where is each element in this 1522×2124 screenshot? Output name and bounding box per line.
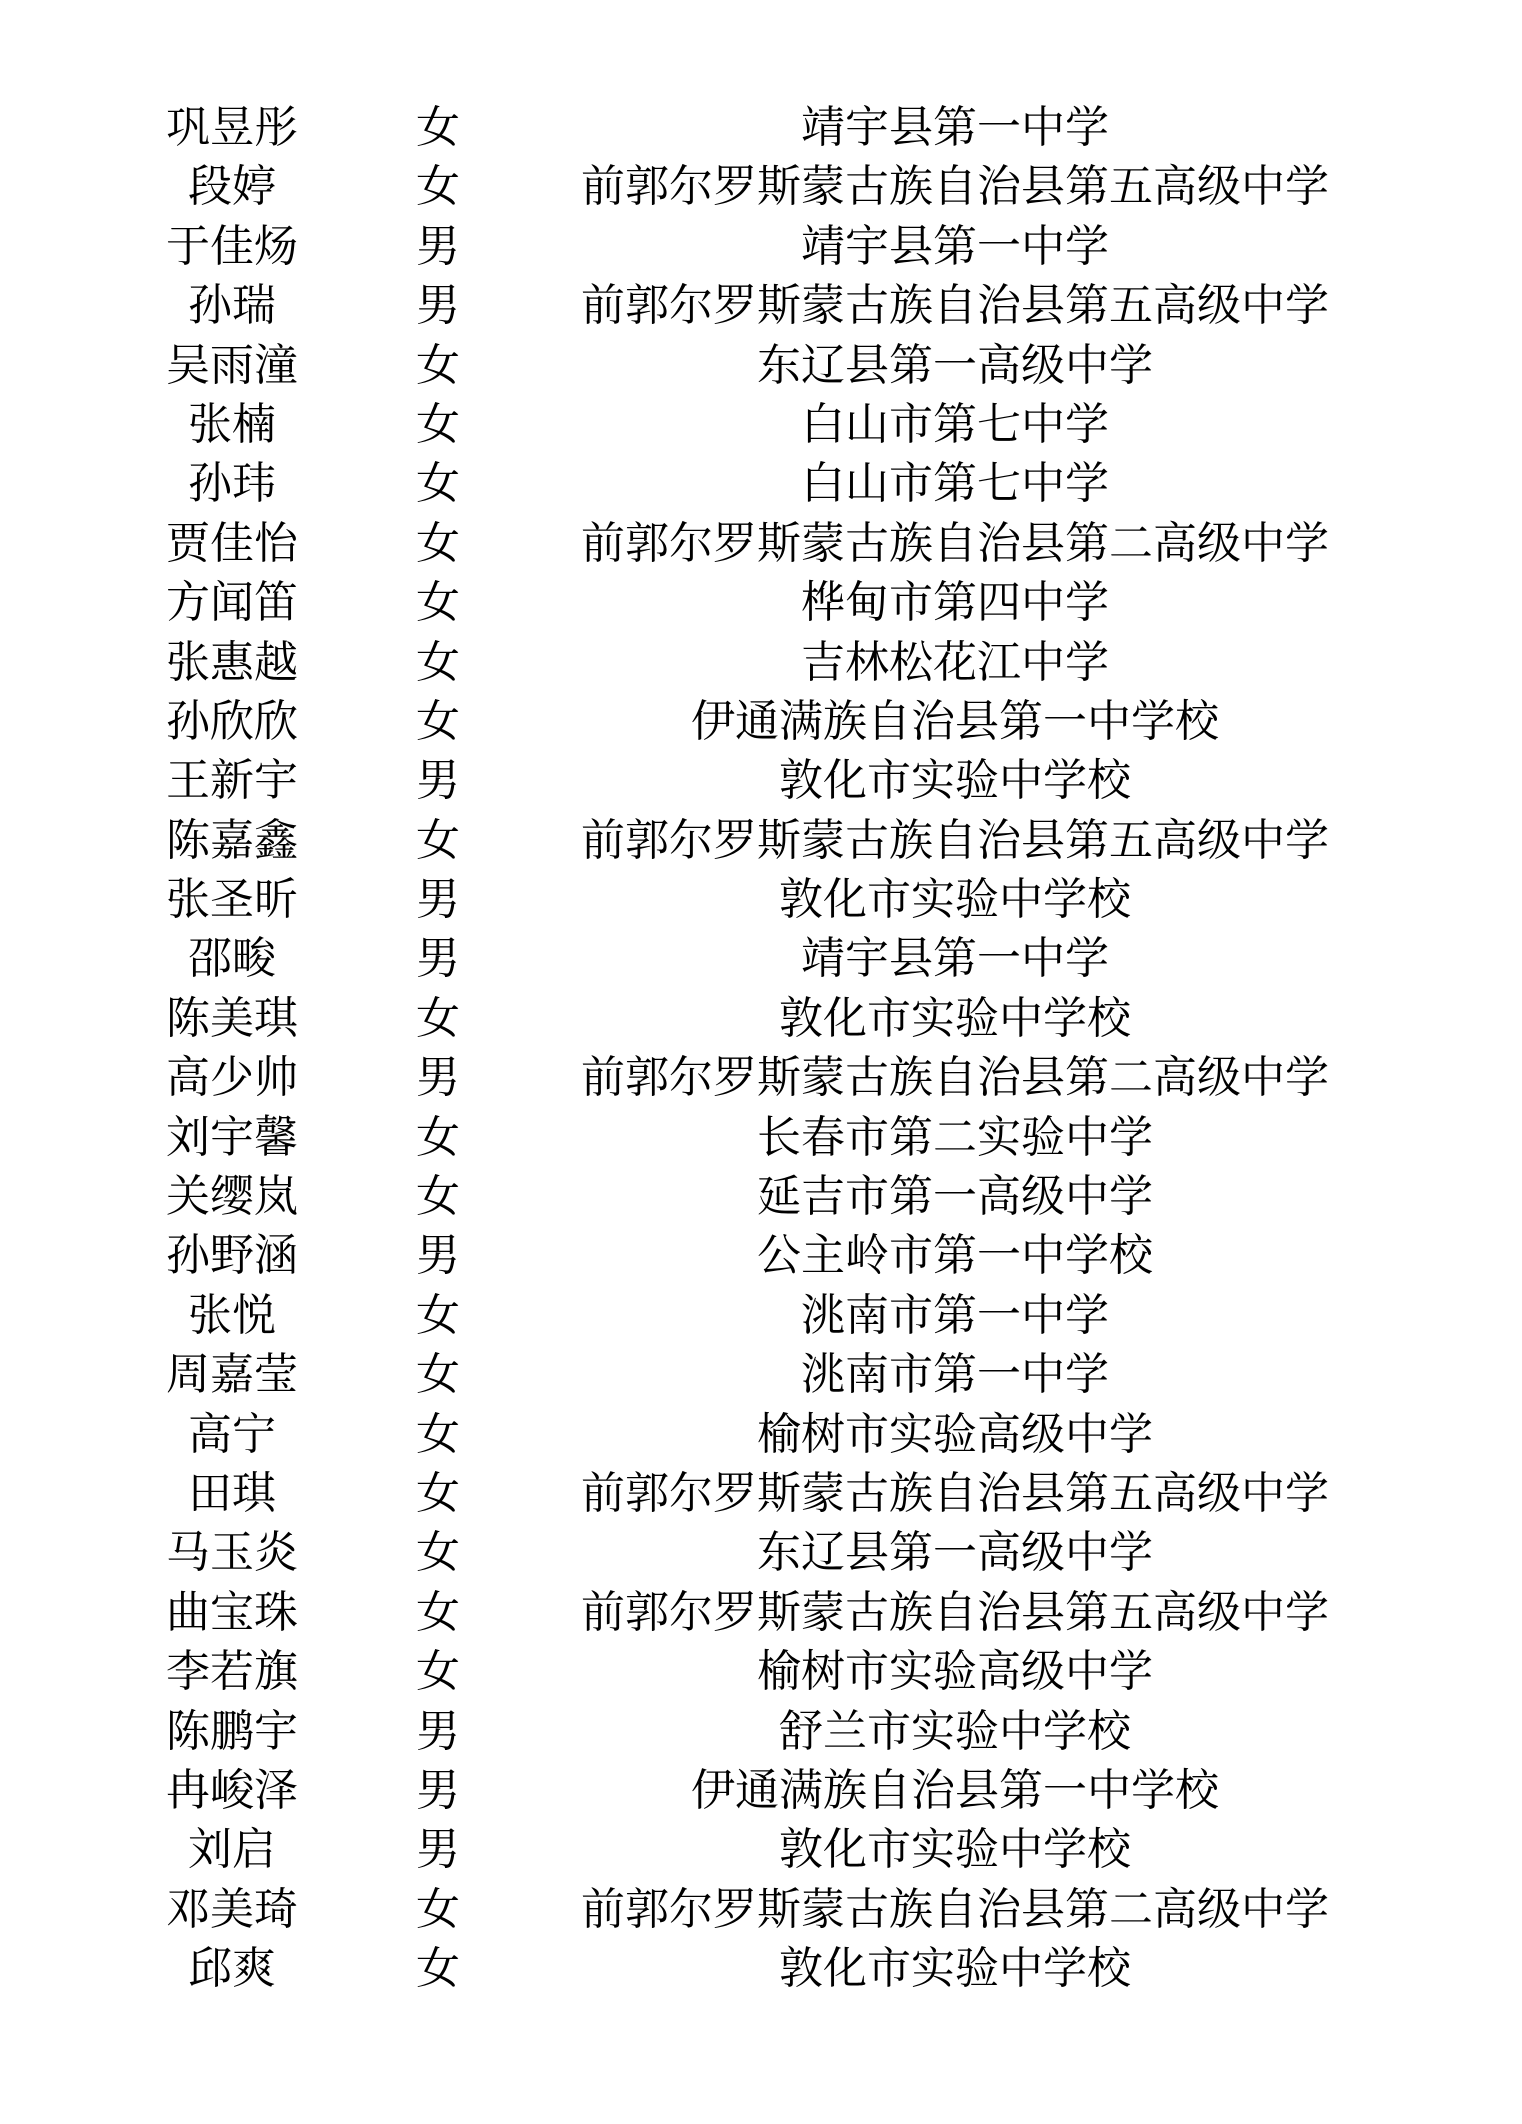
student-name: 曲宝珠 <box>166 1586 298 1638</box>
student-school: 伊通满族自治县第一中学校 <box>691 695 1219 747</box>
student-name: 刘启 <box>188 1824 276 1876</box>
student-school: 靖宇县第一中学 <box>801 220 1109 272</box>
student-gender: 女 <box>416 517 460 569</box>
student-gender: 女 <box>416 577 460 629</box>
student-gender: 女 <box>416 1646 460 1698</box>
roster-row <box>0 1345 1522 1404</box>
student-name: 陈鹏宇 <box>166 1705 298 1757</box>
student-name: 张悦 <box>188 1289 276 1341</box>
student-school: 敦化市实验中学校 <box>779 874 1131 926</box>
student-school: 敦化市实验中学校 <box>779 1824 1131 1876</box>
student-school: 白山市第七中学 <box>801 458 1109 510</box>
student-school: 前郭尔罗斯蒙古族自治县第二高级中学 <box>581 517 1329 569</box>
student-gender: 男 <box>416 933 460 985</box>
student-gender: 女 <box>416 1883 460 1935</box>
student-gender: 女 <box>416 1408 460 1460</box>
student-name: 邱爽 <box>188 1943 276 1995</box>
student-school: 东辽县第一高级中学 <box>757 1527 1153 1579</box>
roster-row <box>0 1761 1522 1820</box>
student-name: 张楠 <box>188 398 276 450</box>
student-school: 敦化市实验中学校 <box>779 1943 1131 1995</box>
roster-row <box>0 1048 1522 1107</box>
roster-row <box>0 751 1522 810</box>
student-name: 高少帅 <box>166 1052 298 1104</box>
roster-row <box>0 1939 1522 1998</box>
student-school: 榆树市实验高级中学 <box>757 1646 1153 1698</box>
student-gender: 女 <box>416 1349 460 1401</box>
student-school: 洮南市第一中学 <box>801 1289 1109 1341</box>
student-gender: 女 <box>416 1171 460 1223</box>
student-school: 公主岭市第一中学校 <box>757 1230 1153 1282</box>
student-gender: 男 <box>416 220 460 272</box>
student-name: 孙玮 <box>188 458 276 510</box>
student-gender: 女 <box>416 458 460 510</box>
student-gender: 女 <box>416 1943 460 1995</box>
roster-row <box>0 514 1522 573</box>
roster-row <box>0 1880 1522 1939</box>
roster-row <box>0 1523 1522 1582</box>
student-name: 刘宇馨 <box>166 1111 298 1163</box>
student-gender: 女 <box>416 992 460 1044</box>
student-name: 关缨岚 <box>166 1171 298 1223</box>
student-gender: 男 <box>416 1764 460 1816</box>
student-gender: 女 <box>416 814 460 866</box>
student-name: 冉峻泽 <box>166 1764 298 1816</box>
student-name: 孙瑞 <box>188 280 276 332</box>
student-gender: 男 <box>416 1230 460 1282</box>
student-name: 邵畯 <box>188 933 276 985</box>
student-school: 东辽县第一高级中学 <box>757 339 1153 391</box>
student-name: 方闻笛 <box>166 577 298 629</box>
student-gender: 女 <box>416 1467 460 1519</box>
roster-row <box>0 1286 1522 1345</box>
student-name: 于佳炀 <box>166 220 298 272</box>
student-gender: 女 <box>416 1111 460 1163</box>
student-school: 前郭尔罗斯蒙古族自治县第五高级中学 <box>581 1467 1329 1519</box>
student-gender: 男 <box>416 755 460 807</box>
roster-row <box>0 1702 1522 1761</box>
roster-row <box>0 98 1522 157</box>
student-name: 张惠越 <box>166 636 298 688</box>
roster-row <box>0 157 1522 216</box>
student-gender: 男 <box>416 874 460 926</box>
student-school: 靖宇县第一中学 <box>801 102 1109 153</box>
roster-row <box>0 454 1522 513</box>
student-gender: 男 <box>416 1705 460 1757</box>
student-gender: 女 <box>416 1527 460 1579</box>
student-name: 段婷 <box>188 161 276 213</box>
student-name: 张圣昕 <box>166 874 298 926</box>
student-name: 周嘉莹 <box>166 1349 298 1401</box>
roster-row <box>0 1108 1522 1167</box>
student-school: 敦化市实验中学校 <box>779 755 1131 807</box>
student-school: 长春市第二实验中学 <box>757 1111 1153 1163</box>
roster-row <box>0 217 1522 276</box>
student-name: 李若旗 <box>166 1646 298 1698</box>
student-name: 王新宇 <box>166 755 298 807</box>
student-name: 孙欣欣 <box>166 695 298 747</box>
roster-row <box>0 811 1522 870</box>
student-school: 洮南市第一中学 <box>801 1349 1109 1401</box>
roster-row <box>0 1405 1522 1464</box>
roster-row <box>0 1583 1522 1642</box>
student-school: 前郭尔罗斯蒙古族自治县第二高级中学 <box>581 1052 1329 1104</box>
student-name: 贾佳怡 <box>166 517 298 569</box>
student-name: 巩昱彤 <box>166 102 298 153</box>
student-school: 桦甸市第四中学 <box>801 577 1109 629</box>
roster-row <box>0 1464 1522 1523</box>
student-name: 高宁 <box>188 1408 276 1460</box>
roster-row <box>0 989 1522 1048</box>
roster-row <box>0 1226 1522 1285</box>
student-name: 陈美琪 <box>166 992 298 1044</box>
student-name: 邓美琦 <box>166 1883 298 1935</box>
roster-row <box>0 633 1522 692</box>
student-name: 孙野涵 <box>166 1230 298 1282</box>
student-school: 伊通满族自治县第一中学校 <box>691 1764 1219 1816</box>
roster-row <box>0 276 1522 335</box>
student-school: 榆树市实验高级中学 <box>757 1408 1153 1460</box>
student-name: 田琪 <box>188 1467 276 1519</box>
student-gender: 男 <box>416 1824 460 1876</box>
student-name: 陈嘉鑫 <box>166 814 298 866</box>
student-gender: 女 <box>416 102 460 153</box>
roster-row <box>0 870 1522 929</box>
student-school: 前郭尔罗斯蒙古族自治县第五高级中学 <box>581 161 1329 213</box>
roster-row <box>0 929 1522 988</box>
roster-row <box>0 1820 1522 1879</box>
student-school: 敦化市实验中学校 <box>779 992 1131 1044</box>
roster-row <box>0 395 1522 454</box>
student-gender: 女 <box>416 695 460 747</box>
student-school: 前郭尔罗斯蒙古族自治县第五高级中学 <box>581 814 1329 866</box>
student-gender: 女 <box>416 339 460 391</box>
student-school: 前郭尔罗斯蒙古族自治县第五高级中学 <box>581 280 1329 332</box>
student-name: 马玉炎 <box>166 1527 298 1579</box>
student-gender: 女 <box>416 636 460 688</box>
student-school: 白山市第七中学 <box>801 398 1109 450</box>
roster-row <box>0 573 1522 632</box>
student-school: 延吉市第一高级中学 <box>757 1171 1153 1223</box>
student-gender: 女 <box>416 398 460 450</box>
student-school: 靖宇县第一中学 <box>801 933 1109 985</box>
student-gender: 男 <box>416 1052 460 1104</box>
student-school: 前郭尔罗斯蒙古族自治县第五高级中学 <box>581 1586 1329 1638</box>
student-name: 吴雨潼 <box>166 339 298 391</box>
student-school: 舒兰市实验中学校 <box>779 1705 1131 1757</box>
roster-row <box>0 336 1522 395</box>
student-gender: 女 <box>416 1289 460 1341</box>
roster-row <box>0 692 1522 751</box>
roster-row <box>0 1167 1522 1226</box>
student-roster <box>0 98 1522 1999</box>
student-gender: 女 <box>416 1586 460 1638</box>
roster-row <box>0 1642 1522 1701</box>
student-school: 前郭尔罗斯蒙古族自治县第二高级中学 <box>581 1883 1329 1935</box>
student-school: 吉林松花江中学 <box>801 636 1109 688</box>
student-gender: 男 <box>416 280 460 332</box>
student-gender: 女 <box>416 161 460 213</box>
